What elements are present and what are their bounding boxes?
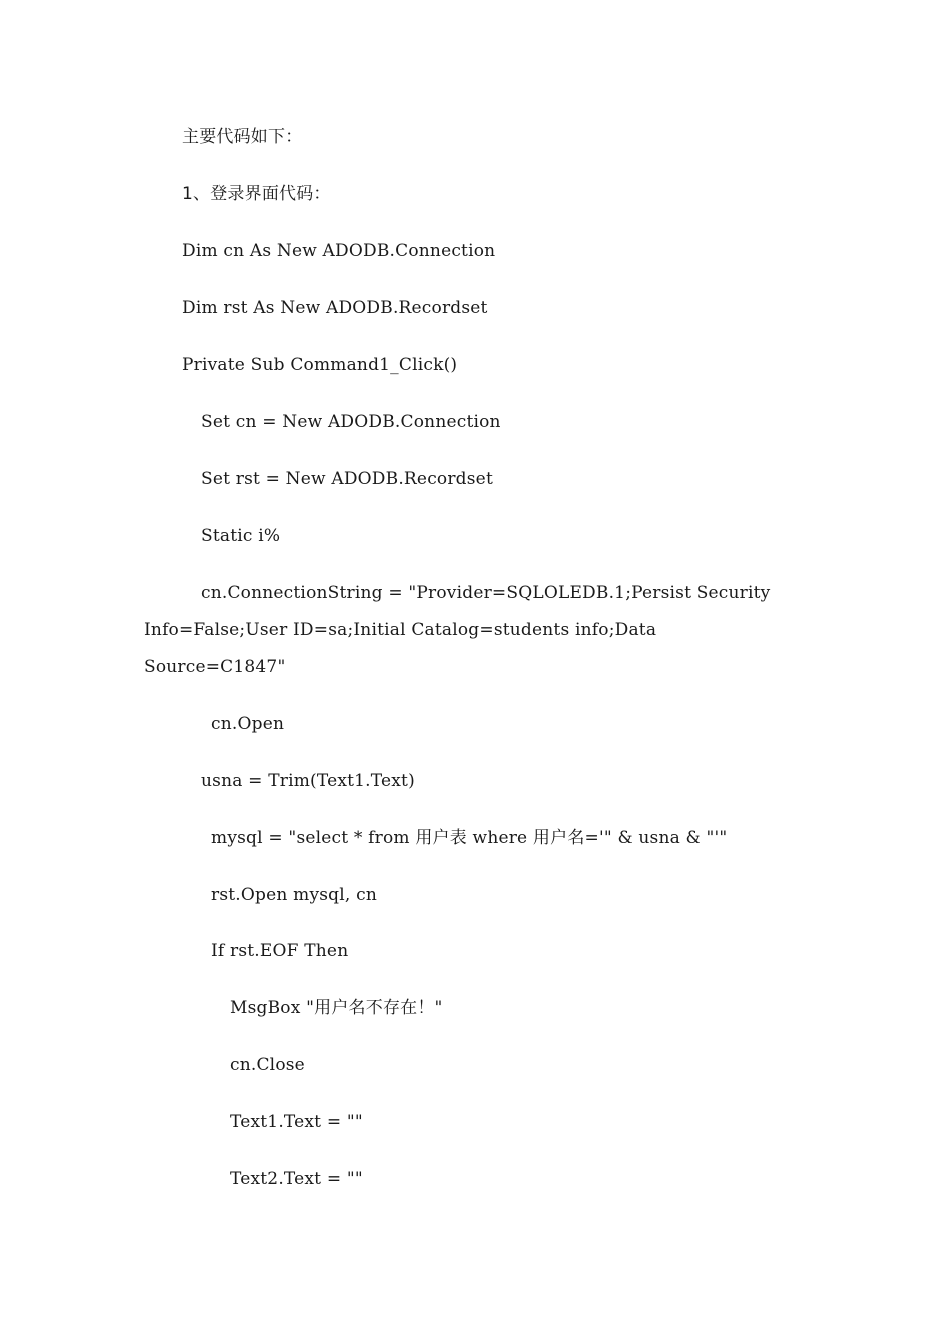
code-line: If rst.EOF Then bbox=[211, 941, 349, 961]
code-line: Info=False;User ID=sa;Initial Catalog=students info;Data bbox=[144, 620, 657, 640]
code-line: Set rst = New ADODB.Recordset bbox=[201, 469, 493, 489]
code-line: Source=C1847" bbox=[144, 657, 286, 677]
code-line: rst.Open mysql, cn bbox=[211, 885, 377, 905]
code-line: cn.Open bbox=[211, 714, 285, 734]
code-line: Private Sub Command1_Click() bbox=[182, 355, 458, 375]
code-line: Set cn = New ADODB.Connection bbox=[201, 412, 501, 432]
code-line: Dim cn As New ADODB.Connection bbox=[182, 241, 496, 261]
code-line: MsgBox "用户名不存在！" bbox=[230, 998, 443, 1018]
code-line: Text2.Text = "" bbox=[230, 1169, 363, 1189]
code-line: usna = Trim(Text1.Text) bbox=[201, 771, 415, 791]
section-title: 1、登录界面代码： bbox=[182, 184, 331, 204]
code-line: Static i% bbox=[201, 526, 281, 546]
code-line: mysql = "select * from 用户表 where 用户名='" & usna & "'" bbox=[211, 828, 728, 848]
code-line: cn.Close bbox=[230, 1055, 305, 1075]
code-line: Dim rst As New ADODB.Recordset bbox=[182, 298, 488, 318]
document-heading: 主要代码如下： bbox=[182, 127, 303, 147]
code-line: Text1.Text = "" bbox=[230, 1112, 363, 1132]
code-line: cn.ConnectionString = "Provider=SQLOLEDB.1;Persist Security bbox=[201, 583, 771, 603]
